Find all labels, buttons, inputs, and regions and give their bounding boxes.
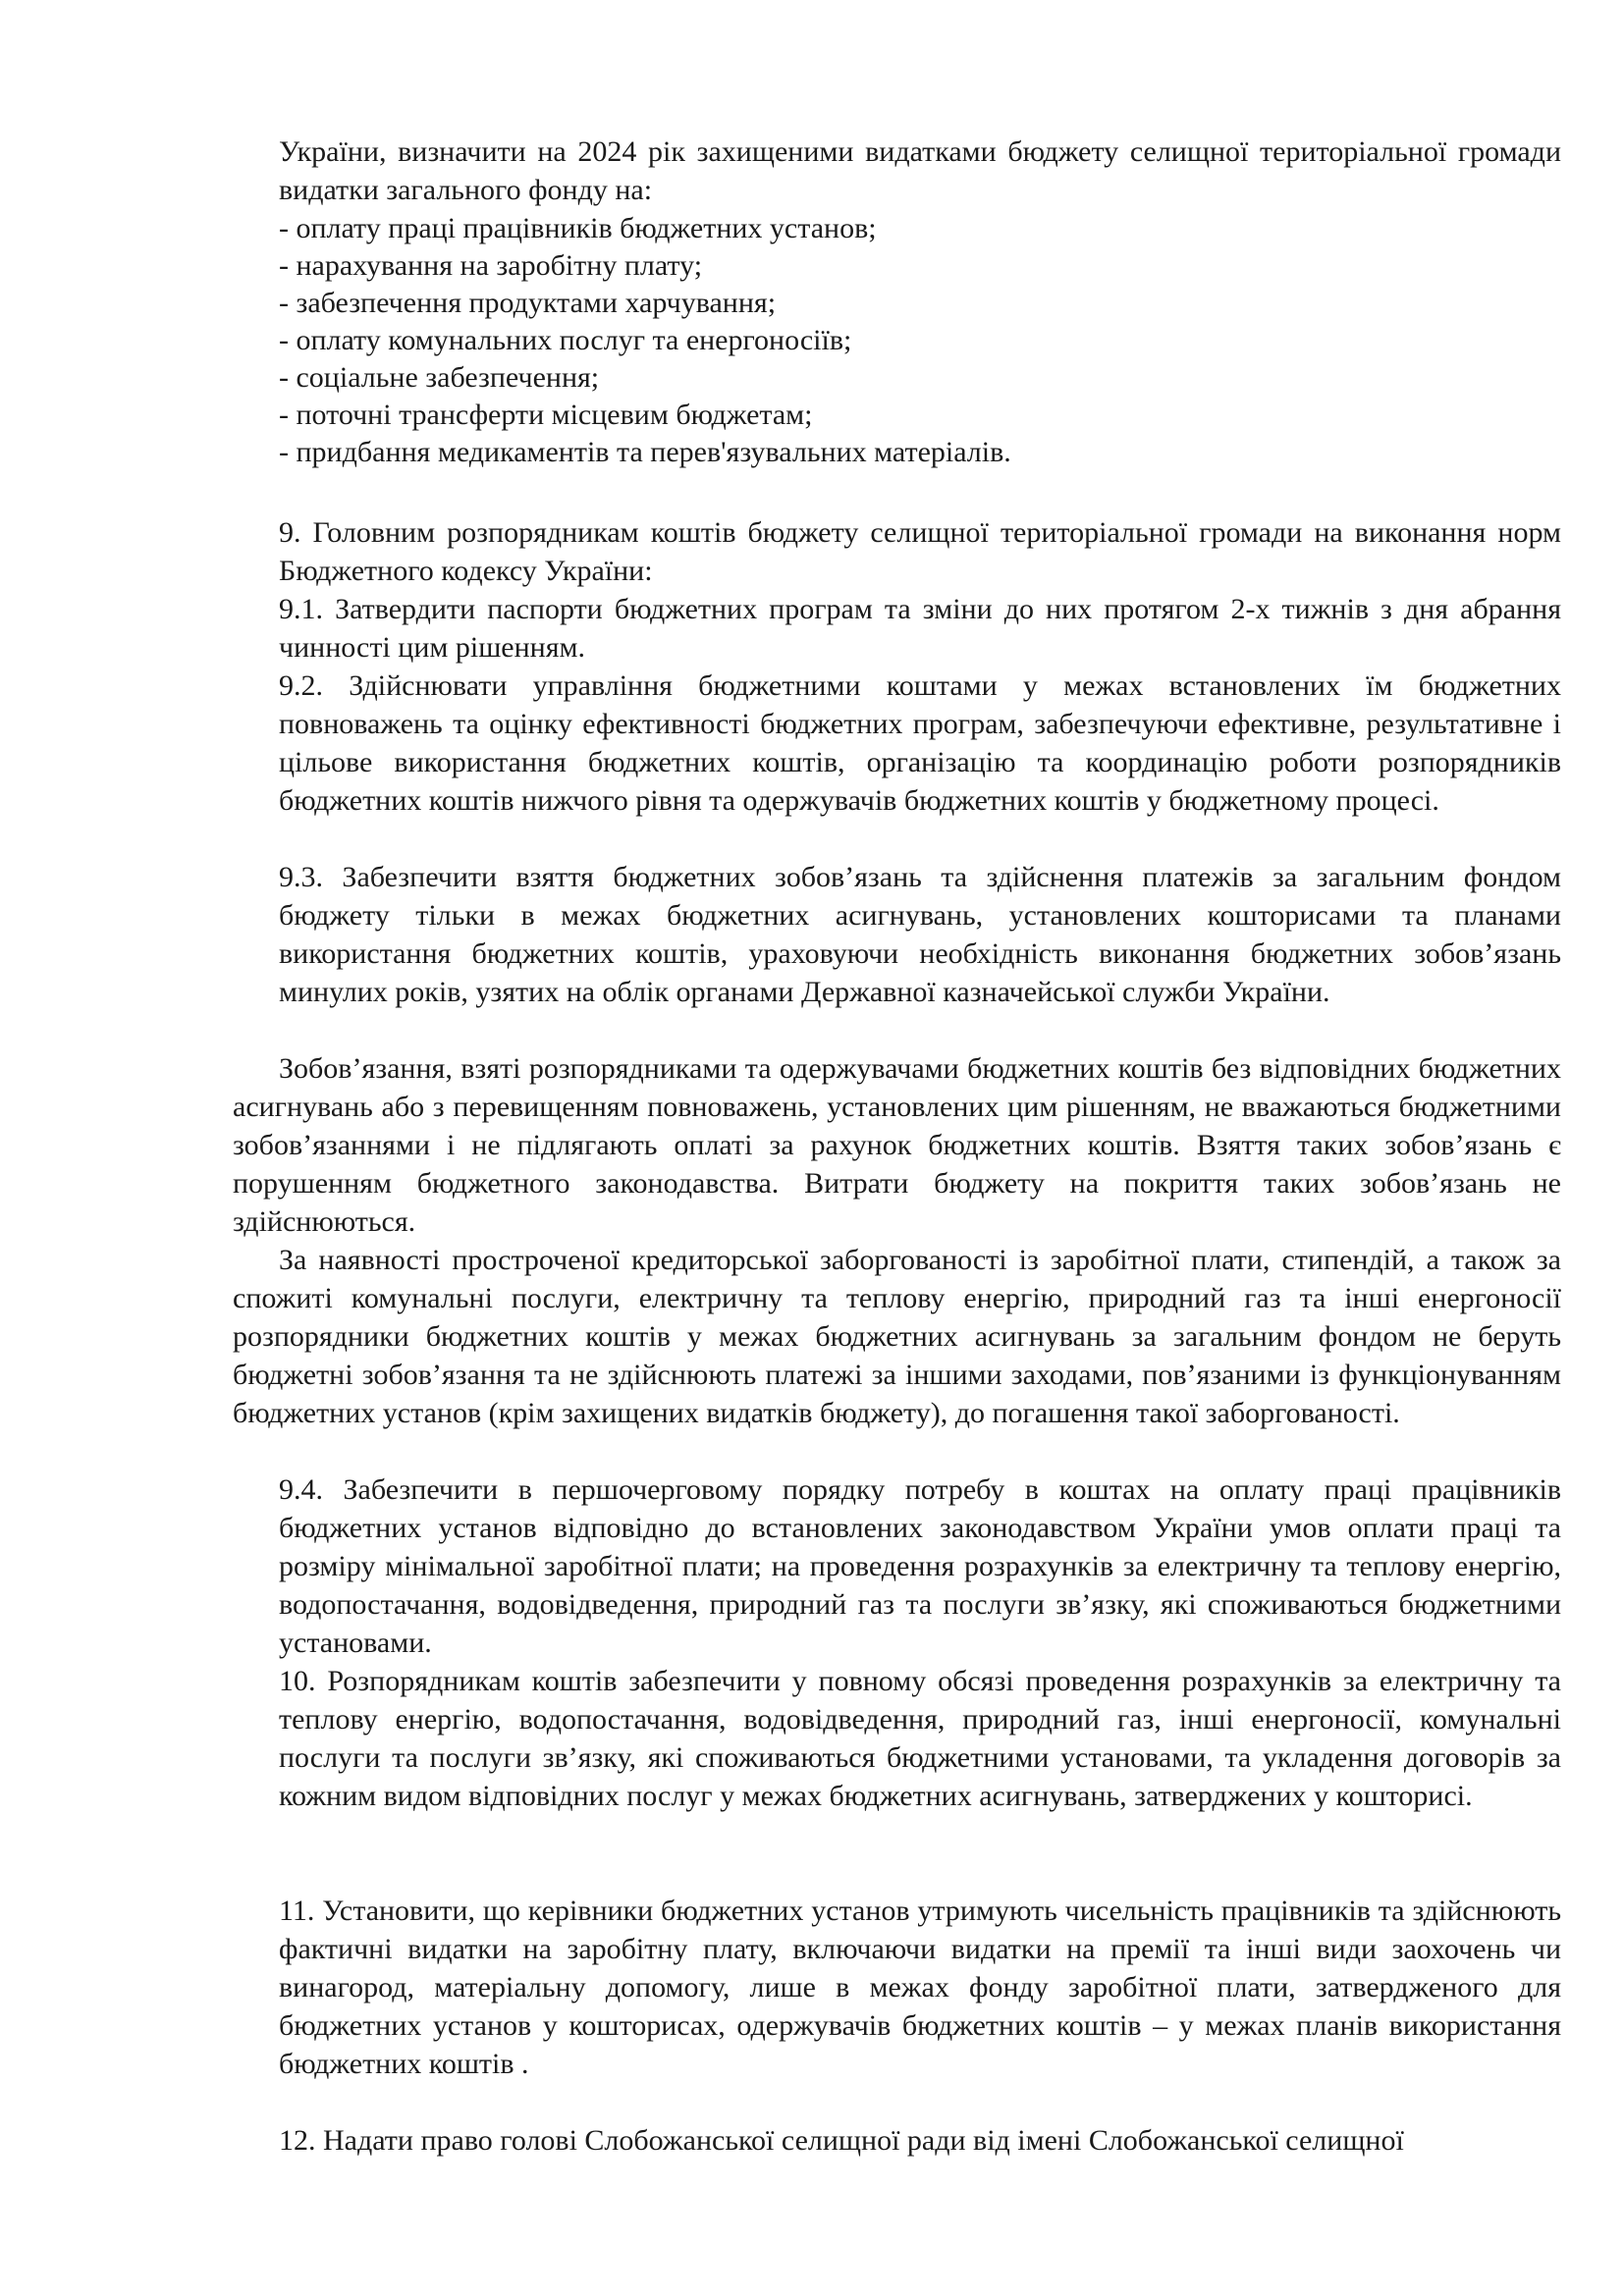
intro-paragraph: України, визначити на 2024 рік захищеними видатками бюджету селищної територіальної громади видатки загального фонду на: <box>279 135 1561 206</box>
paragraph-10: 10. Розпорядникам коштів забезпечити у повному обсязі проведення розрахунків за електричну та теплову енергію, водопостачання, водовідведення, природний газ, інші енергоносії, комунальні послуги та послуги зв’язку, які споживаються бюджетними установами, та укладення договорів за кожним видом відповідних послуг у межах бюджетних асигнувань, затверджених у кошторисі. <box>279 1665 1561 1812</box>
protected-item: - поточні трансферти місцевим бюджетам; <box>279 399 813 431</box>
paragraph-9-1: 9.1. Затвердити паспорти бюджетних програм та зміни до них протягом 2-х тижнів з дня абрання чинності цим рішенням. <box>279 593 1561 664</box>
protected-item: - придбання медикаментів та перев'язувальних матеріалів. <box>279 436 1011 468</box>
paragraph-12: 12. Надати право голові Слобожанської селищної ради від імені Слобожанської селищної <box>279 2124 1404 2157</box>
protected-item: - оплату комунальних послуг та енергоносіїв; <box>279 324 852 356</box>
paragraph-11: 11. Установити, що керівники бюджетних установ утримують чисельність працівників та здійснюють фактичні видатки на заробітну плату, включаючи видатки на премії та інші види заохочень чи винагород, матеріальну допомогу, лише в межах фонду заробітної плати, затвердженого для бюджетних установ у кошторисах, одержувачів бюджетних коштів – у межах планів використання бюджетних коштів . <box>279 1895 1561 2080</box>
protected-item: - нарахування на заробітну плату; <box>279 249 703 282</box>
paragraph-obligations: Зобов’язання, взяті розпорядниками та одержувачами бюджетних коштів без відповідних бюджетних асигнувань або з перевищенням повноважень, установлених цим рішенням, не вважаються бюджетними зобов’язаннями і не підлягають оплаті за рахунок бюджетних коштів. Взяття таких зобов’язань є порушенням бюджетного законодавства. Витрати бюджету на покриття таких зобов’язань не здійснюються. <box>233 1052 1561 1238</box>
protected-item: - забезпечення продуктами харчування; <box>279 287 777 319</box>
paragraph-9: 9. Головним розпорядникам коштів бюджету селищної територіальної громади на виконання норм Бюджетного кодексу України: <box>279 516 1561 587</box>
paragraph-9-2: 9.2. Здійснювати управління бюджетними коштами у межах встановлених їм бюджетних повноважень та оцінку ефективності бюджетних програм, забезпечуючи ефективне, результативне і цільове використання бюджетних коштів, організацію та координацію роботи розпорядників бюджетних коштів нижчого рівня та одержувачів бюджетних коштів у бюджетному процесі. <box>279 669 1561 817</box>
protected-item: - соціальне забезпечення; <box>279 361 600 394</box>
paragraph-9-4: 9.4. Забезпечити в першочерговому порядку потребу в коштах на оплату праці працівників бюджетних установ відповідно до встановлених законодавством України умов оплати праці та розміру мінімальної заробітної плати; на проведення розрахунків за електричну та теплову енергію, водопостачання, водовідведення, природний газ та послуги зв’язку, які споживаються бюджетними установами. <box>279 1473 1561 1659</box>
protected-item: - оплату праці працівників бюджетних установ; <box>279 212 877 244</box>
paragraph-9-3: 9.3. Забезпечити взяття бюджетних зобов’язань та здійснення платежів за загальним фондом бюджету тільки в межах бюджетних асигнувань, установлених кошторисами та планами використання бюджетних коштів, ураховуючи необхідність виконання бюджетних зобов’язань минулих років, узятих на облік органами Державної казначейської служби України. <box>279 861 1561 1008</box>
paragraph-arrears: За наявності простроченої кредиторської заборгованості із заробітної плати, стипендій, а також за спожиті комунальні послуги, електричну та теплову енергію, природний газ та інші енергоносії розпорядники бюджетних коштів у межах бюджетних асигнувань за загальним фондом не беруть бюджетні зобов’язання та не здійснюють платежі за іншими заходами, пов’язаними із функціонуванням бюджетних установ (крім захищених видатків бюджету), до погашення такої заборгованості. <box>233 1244 1561 1429</box>
